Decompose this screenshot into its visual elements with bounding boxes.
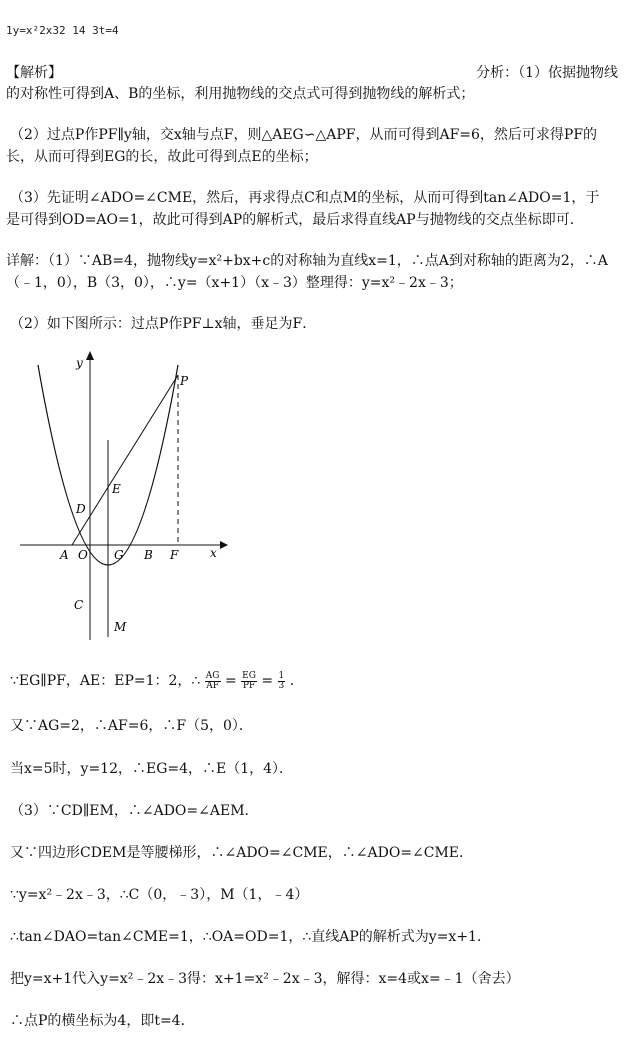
equals-sign-1: =	[224, 673, 237, 689]
detail-line-3: （2）如下图所示：过点P作PF⊥x轴，垂足为F．	[10, 316, 317, 332]
label-x: x	[210, 546, 217, 560]
x-axis-arrow	[220, 541, 228, 549]
detail-line-12: ∴点P的横坐标为4，即t=4．	[10, 1013, 195, 1029]
label-P: P	[180, 374, 189, 388]
detail-line-4-suffix: ．	[289, 673, 304, 689]
detail-line-8: 又∵四边形CDEM是等腰梯形，∴∠ADO=∠CME，∴∠ADO=∠CME．	[10, 845, 474, 861]
detail-line-2: （﹣1，0），B（3，0），∴y=（x+1）（x﹣3）整理得：y=x²﹣2x﹣3；	[6, 275, 463, 291]
parabola-figure	[20, 345, 250, 645]
label-M: M	[114, 620, 127, 634]
label-C: C	[74, 598, 84, 612]
detail-line-5: 又∵AG=2，∴AF=6，∴F（5，0）．	[10, 718, 253, 734]
y-axis-arrow	[86, 351, 94, 360]
detail-line-10: ∴tan∠DAO=tan∠CME=1，∴OA=OD=1，∴直线AP的解析式为y=x+1．	[10, 929, 491, 945]
analysis-paragraph-2-line-1: （2）过点P作PF∥y轴，交x轴与点F，则△AEG∽△APF，从而可得到AF=6，然后可求得PF的	[10, 127, 598, 143]
fraction-one-third: $\frac{1}{3}$	[278, 670, 285, 691]
detail-line-9: ∵y=x²﹣2x﹣3，∴C（0，﹣3），M（1，﹣4）	[10, 887, 309, 903]
label-D: D	[76, 502, 86, 516]
analysis-label: 分析：（1）依据抛物线	[476, 65, 618, 81]
line-AP	[72, 375, 178, 545]
equals-sign-2: =	[261, 673, 274, 689]
label-y: y	[76, 356, 83, 370]
label-O: O	[78, 548, 88, 562]
label-B: B	[144, 548, 153, 562]
label-E: E	[112, 482, 121, 496]
label-F: F	[170, 548, 179, 562]
detail-line-1: 详解：（1）∵AB=4，抛物线y=x²+bx+c的对称轴为直线x=1，∴点A到对称轴的距离为2，∴A	[6, 253, 608, 269]
detail-line-4	[10, 670, 304, 691]
detail-line-11: 把y=x+1代入y=x²﹣2x﹣3得：x+1=x²﹣2x﹣3，解得：x=4或x=﹣1（舍去）	[10, 971, 520, 987]
analysis-paragraph-3-line-1: （3）先证明∠ADO=∠CME，然后，再求得点C和点M的坐标，从而可得到tan∠ADO=1，于	[10, 190, 600, 206]
header-garbled-text: 1y=x²2x32 14 3t=4	[6, 24, 119, 37]
fraction-ag-af: $\frac{AG}{AF}$	[205, 670, 220, 691]
analysis-paragraph-2-line-2: 长，从而可得到EG的长，故此可得到点E的坐标；	[6, 149, 318, 165]
detail-line-7: （3）∵CD∥EM，∴∠ADO=∠AEM．	[10, 803, 259, 819]
detail-line-4-prefix: ∵EG∥PF，AE：EP=1：2，∴	[10, 673, 201, 689]
fraction-eg-pf: $\frac{EG}{PF}$	[242, 670, 256, 691]
analysis-paragraph-1: 的对称性可得到A、B的坐标，利用抛物线的交点式可得到抛物线的解析式；	[6, 86, 475, 102]
detail-line-6: 当x=5时，y=12，∴EG=4，∴E（1，4）．	[10, 761, 294, 777]
analysis-paragraph-3-line-2: 是可得到OD=AO=1，故此可得到AP的解析式，最后求得直线AP与抛物线的交点坐标即可．	[6, 212, 584, 228]
label-G: G	[114, 548, 124, 562]
section-label: 【解析】	[6, 65, 62, 81]
label-A: A	[60, 548, 69, 562]
